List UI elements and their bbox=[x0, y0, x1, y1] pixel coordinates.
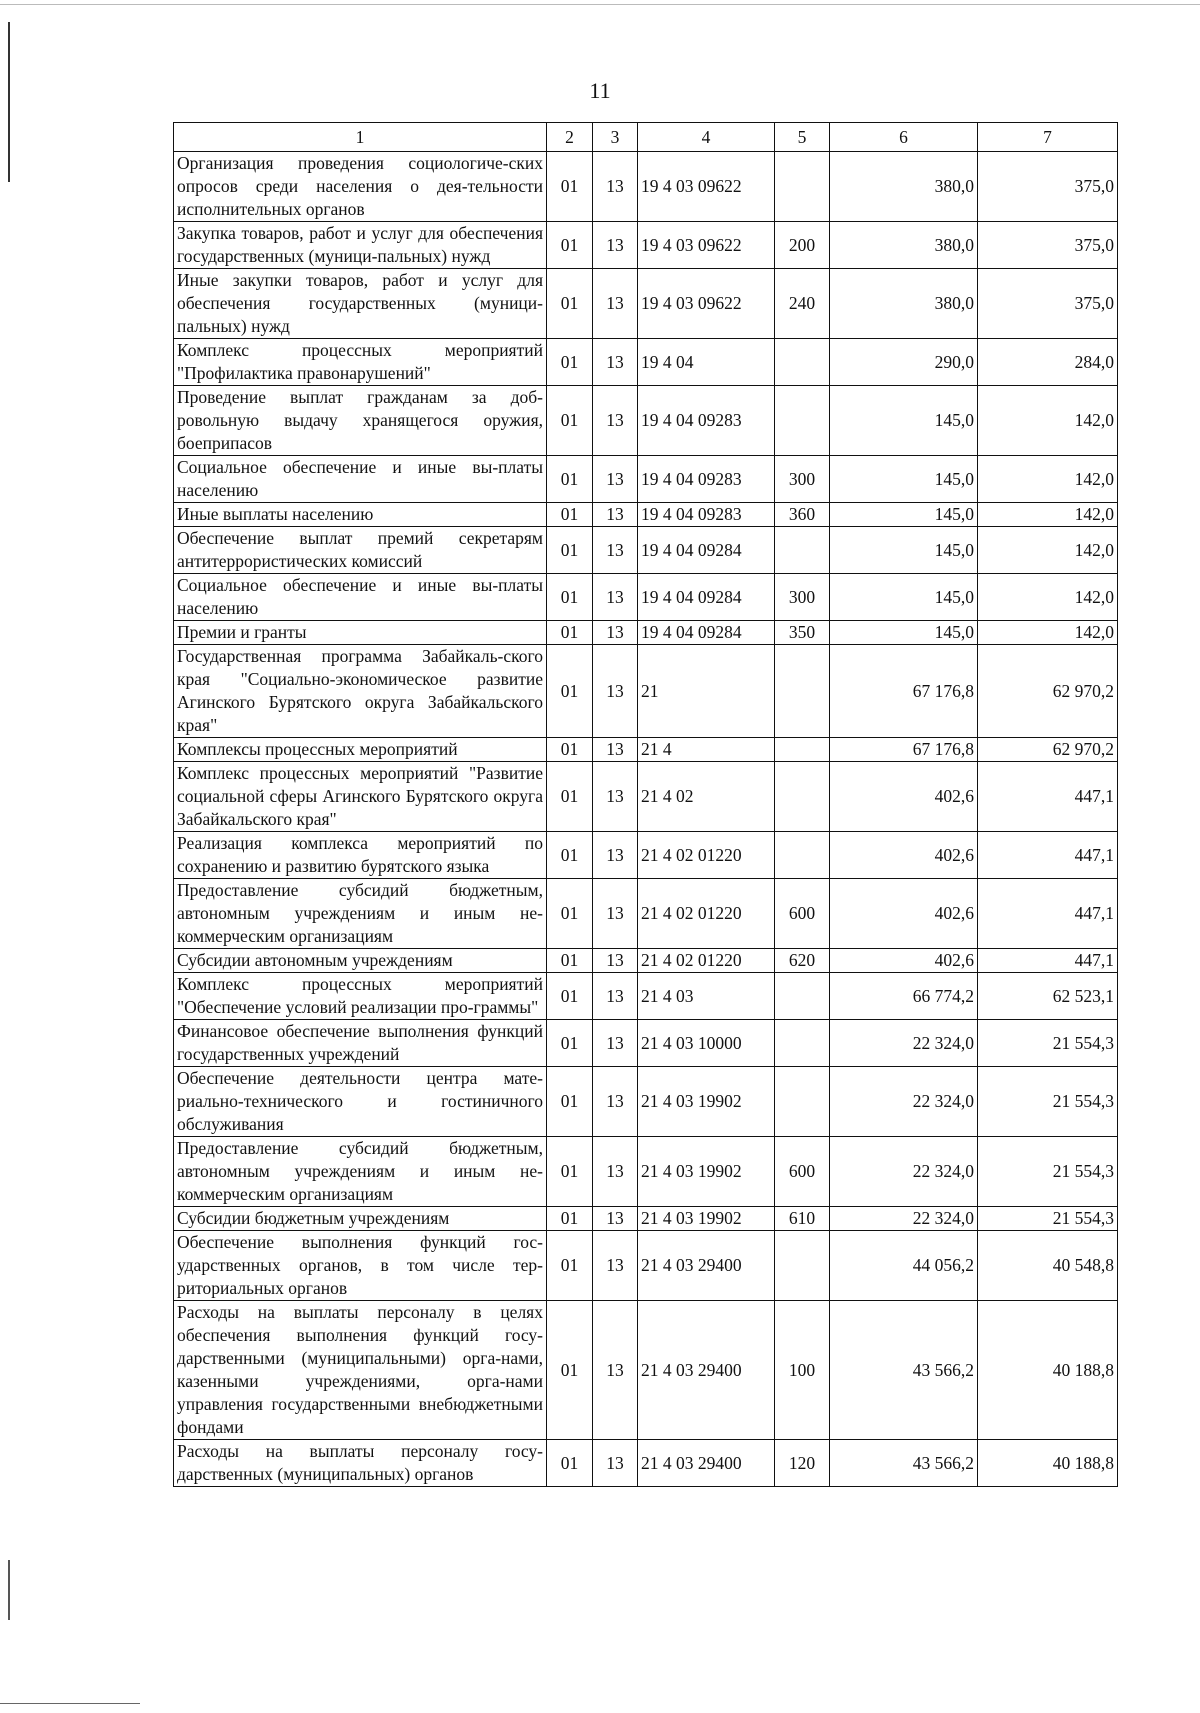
cell-expense-type bbox=[775, 645, 830, 738]
cell-name: Премии и гранты bbox=[174, 621, 547, 645]
table-row bbox=[174, 645, 1118, 738]
cell-section: 01 bbox=[547, 621, 593, 645]
table-row bbox=[174, 832, 1118, 879]
table-row bbox=[174, 386, 1118, 456]
cell-amount-2: 40 188,8 bbox=[978, 1440, 1118, 1487]
cell-amount-1: 22 324,0 bbox=[830, 1020, 978, 1067]
cell-amount-1: 380,0 bbox=[830, 152, 978, 222]
cell-target-code: 19 4 04 bbox=[638, 339, 775, 386]
table-row bbox=[174, 949, 1118, 973]
cell-name: Комплекс процессных мероприятий "Развитие социальной сферы Агинского Бурятского округа Забайкальского края" bbox=[174, 762, 547, 832]
cell-amount-2: 447,1 bbox=[978, 762, 1118, 832]
cell-section: 01 bbox=[547, 152, 593, 222]
cell-name: Предоставление субсидий бюджетным, автономным учреждениям и иным не-коммерческим организациям bbox=[174, 879, 547, 949]
cell-target-code: 19 4 04 09283 bbox=[638, 503, 775, 527]
cell-amount-2: 142,0 bbox=[978, 527, 1118, 574]
cell-amount-1: 402,6 bbox=[830, 949, 978, 973]
table-row bbox=[174, 879, 1118, 949]
cell-subsection: 13 bbox=[593, 762, 638, 832]
cell-amount-2: 142,0 bbox=[978, 574, 1118, 621]
cell-section: 01 bbox=[547, 762, 593, 832]
cell-target-code: 21 4 02 01220 bbox=[638, 949, 775, 973]
scan-margin-line-lower bbox=[8, 1560, 10, 1620]
cell-name: Реализация комплекса мероприятий по сохранению и развитию бурятского языка bbox=[174, 832, 547, 879]
cell-expense-type bbox=[775, 527, 830, 574]
cell-section: 01 bbox=[547, 222, 593, 269]
table-row bbox=[174, 738, 1118, 762]
cell-section: 01 bbox=[547, 879, 593, 949]
header-col-4: 4 bbox=[638, 123, 775, 152]
cell-target-code: 21 4 03 29400 bbox=[638, 1301, 775, 1440]
cell-amount-1: 43 566,2 bbox=[830, 1440, 978, 1487]
cell-amount-2: 21 554,3 bbox=[978, 1067, 1118, 1137]
cell-target-code: 21 4 02 01220 bbox=[638, 832, 775, 879]
cell-section: 01 bbox=[547, 832, 593, 879]
cell-subsection: 13 bbox=[593, 152, 638, 222]
cell-section: 01 bbox=[547, 1067, 593, 1137]
table-row bbox=[174, 1207, 1118, 1231]
cell-target-code: 19 4 04 09284 bbox=[638, 527, 775, 574]
cell-name: Комплекс процессных мероприятий "Профилактика правонарушений" bbox=[174, 339, 547, 386]
cell-amount-1: 22 324,0 bbox=[830, 1137, 978, 1207]
cell-section: 01 bbox=[547, 1231, 593, 1301]
cell-section: 01 bbox=[547, 527, 593, 574]
cell-amount-1: 402,6 bbox=[830, 879, 978, 949]
cell-amount-2: 447,1 bbox=[978, 949, 1118, 973]
cell-amount-1: 66 774,2 bbox=[830, 973, 978, 1020]
header-col-3: 3 bbox=[593, 123, 638, 152]
cell-expense-type bbox=[775, 339, 830, 386]
cell-expense-type: 610 bbox=[775, 1207, 830, 1231]
page-number: 11 bbox=[589, 78, 611, 103]
cell-name: Социальное обеспечение и иные вы-платы населению bbox=[174, 456, 547, 503]
cell-expense-type: 100 bbox=[775, 1301, 830, 1440]
cell-subsection: 13 bbox=[593, 574, 638, 621]
table-row bbox=[174, 456, 1118, 503]
table-row bbox=[174, 973, 1118, 1020]
cell-amount-2: 284,0 bbox=[978, 339, 1118, 386]
cell-target-code: 19 4 04 09283 bbox=[638, 386, 775, 456]
table-row bbox=[174, 339, 1118, 386]
cell-name: Закупка товаров, работ и услуг для обеспечения государственных (муници-пальных) нужд bbox=[174, 222, 547, 269]
cell-section: 01 bbox=[547, 339, 593, 386]
table-row bbox=[174, 1137, 1118, 1207]
cell-amount-2: 21 554,3 bbox=[978, 1020, 1118, 1067]
cell-name: Комплекс процессных мероприятий "Обеспечение условий реализации про-граммы" bbox=[174, 973, 547, 1020]
cell-name: Организация проведения социологиче-ских опросов среди населения о дея-тельности исполнительных органов bbox=[174, 152, 547, 222]
cell-name: Предоставление субсидий бюджетным, автономным учреждениям и иным не-коммерческим организациям bbox=[174, 1137, 547, 1207]
cell-subsection: 13 bbox=[593, 1067, 638, 1137]
cell-amount-2: 375,0 bbox=[978, 222, 1118, 269]
cell-subsection: 13 bbox=[593, 1137, 638, 1207]
cell-amount-1: 44 056,2 bbox=[830, 1231, 978, 1301]
cell-expense-type: 600 bbox=[775, 1137, 830, 1207]
cell-subsection: 13 bbox=[593, 621, 638, 645]
cell-name: Социальное обеспечение и иные вы-платы населению bbox=[174, 574, 547, 621]
cell-target-code: 21 4 02 01220 bbox=[638, 879, 775, 949]
cell-expense-type bbox=[775, 152, 830, 222]
cell-expense-type: 240 bbox=[775, 269, 830, 339]
table-row bbox=[174, 1067, 1118, 1137]
cell-expense-type bbox=[775, 1067, 830, 1137]
cell-amount-1: 67 176,8 bbox=[830, 738, 978, 762]
cell-section: 01 bbox=[547, 1137, 593, 1207]
cell-target-code: 21 4 03 19902 bbox=[638, 1137, 775, 1207]
cell-subsection: 13 bbox=[593, 973, 638, 1020]
header-col-2: 2 bbox=[547, 123, 593, 152]
cell-expense-type bbox=[775, 762, 830, 832]
cell-subsection: 13 bbox=[593, 339, 638, 386]
cell-target-code: 21 4 03 19902 bbox=[638, 1067, 775, 1137]
cell-amount-2: 40 188,8 bbox=[978, 1301, 1118, 1440]
cell-expense-type: 300 bbox=[775, 574, 830, 621]
cell-amount-2: 21 554,3 bbox=[978, 1207, 1118, 1231]
table-row bbox=[174, 1301, 1118, 1440]
cell-amount-1: 145,0 bbox=[830, 386, 978, 456]
cell-amount-1: 402,6 bbox=[830, 762, 978, 832]
cell-expense-type: 350 bbox=[775, 621, 830, 645]
cell-section: 01 bbox=[547, 386, 593, 456]
cell-amount-1: 43 566,2 bbox=[830, 1301, 978, 1440]
cell-expense-type bbox=[775, 1020, 830, 1067]
cell-amount-1: 402,6 bbox=[830, 832, 978, 879]
cell-section: 01 bbox=[547, 949, 593, 973]
table-header bbox=[174, 123, 1118, 152]
cell-subsection: 13 bbox=[593, 1207, 638, 1231]
table-row bbox=[174, 527, 1118, 574]
cell-section: 01 bbox=[547, 1020, 593, 1067]
cell-expense-type: 620 bbox=[775, 949, 830, 973]
cell-expense-type: 300 bbox=[775, 456, 830, 503]
cell-expense-type bbox=[775, 832, 830, 879]
header-col-5: 5 bbox=[775, 123, 830, 152]
table-row bbox=[174, 621, 1118, 645]
cell-name: Государственная программа Забайкаль-ского края "Социально-экономическое развитие Агинского Бурятского округа Забайкальского края" bbox=[174, 645, 547, 738]
cell-target-code: 19 4 04 09283 bbox=[638, 456, 775, 503]
cell-subsection: 13 bbox=[593, 503, 638, 527]
table-body bbox=[174, 152, 1118, 1487]
cell-name: Иные выплаты населению bbox=[174, 503, 547, 527]
cell-name: Обеспечение выполнения функций гос-ударственных органов, в том числе тер-риториальных органов bbox=[174, 1231, 547, 1301]
cell-target-code: 19 4 03 09622 bbox=[638, 222, 775, 269]
cell-amount-1: 145,0 bbox=[830, 527, 978, 574]
cell-name: Расходы на выплаты персоналу госу-дарственных (муниципальных) органов bbox=[174, 1440, 547, 1487]
cell-expense-type bbox=[775, 738, 830, 762]
cell-subsection: 13 bbox=[593, 527, 638, 574]
cell-target-code: 21 4 03 10000 bbox=[638, 1020, 775, 1067]
cell-amount-2: 447,1 bbox=[978, 879, 1118, 949]
cell-target-code: 21 4 03 19902 bbox=[638, 1207, 775, 1231]
cell-name: Комплексы процессных мероприятий bbox=[174, 738, 547, 762]
table-row bbox=[174, 152, 1118, 222]
cell-subsection: 13 bbox=[593, 949, 638, 973]
cell-subsection: 13 bbox=[593, 456, 638, 503]
cell-amount-2: 447,1 bbox=[978, 832, 1118, 879]
table-row bbox=[174, 222, 1118, 269]
cell-section: 01 bbox=[547, 574, 593, 621]
cell-amount-1: 67 176,8 bbox=[830, 645, 978, 738]
cell-subsection: 13 bbox=[593, 1440, 638, 1487]
table-row bbox=[174, 269, 1118, 339]
header-row bbox=[174, 123, 1118, 152]
header-col-7: 7 bbox=[978, 123, 1118, 152]
header-col-1: 1 bbox=[174, 123, 547, 152]
cell-section: 01 bbox=[547, 1207, 593, 1231]
cell-target-code: 21 4 bbox=[638, 738, 775, 762]
table-row bbox=[174, 1440, 1118, 1487]
cell-expense-type bbox=[775, 386, 830, 456]
cell-expense-type bbox=[775, 1231, 830, 1301]
header-col-6: 6 bbox=[830, 123, 978, 152]
cell-subsection: 13 bbox=[593, 1301, 638, 1440]
cell-target-code: 21 4 03 bbox=[638, 973, 775, 1020]
table-row bbox=[174, 762, 1118, 832]
cell-amount-2: 375,0 bbox=[978, 269, 1118, 339]
cell-amount-2: 142,0 bbox=[978, 621, 1118, 645]
cell-target-code: 21 4 03 29400 bbox=[638, 1231, 775, 1301]
cell-amount-2: 142,0 bbox=[978, 503, 1118, 527]
cell-target-code: 21 4 03 29400 bbox=[638, 1440, 775, 1487]
cell-amount-1: 290,0 bbox=[830, 339, 978, 386]
cell-section: 01 bbox=[547, 645, 593, 738]
cell-name: Субсидии автономным учреждениям bbox=[174, 949, 547, 973]
cell-amount-2: 375,0 bbox=[978, 152, 1118, 222]
cell-section: 01 bbox=[547, 973, 593, 1020]
cell-subsection: 13 bbox=[593, 269, 638, 339]
cell-amount-1: 380,0 bbox=[830, 269, 978, 339]
cell-subsection: 13 bbox=[593, 738, 638, 762]
cell-subsection: 13 bbox=[593, 386, 638, 456]
cell-expense-type: 200 bbox=[775, 222, 830, 269]
cell-name: Финансовое обеспечение выполнения функций государственных учреждений bbox=[174, 1020, 547, 1067]
table-row bbox=[174, 503, 1118, 527]
cell-subsection: 13 bbox=[593, 222, 638, 269]
cell-name: Обеспечение выплат премий секретарям антитеррористических комиссий bbox=[174, 527, 547, 574]
cell-amount-1: 145,0 bbox=[830, 621, 978, 645]
cell-name: Проведение выплат гражданам за доб-ровольную выдачу хранящегося оружия, боеприпасов bbox=[174, 386, 547, 456]
cell-section: 01 bbox=[547, 269, 593, 339]
table-row bbox=[174, 1020, 1118, 1067]
cell-subsection: 13 bbox=[593, 879, 638, 949]
cell-amount-1: 145,0 bbox=[830, 456, 978, 503]
cell-name: Обеспечение деятельности центра мате-риально-технического и гостиничного обслуживания bbox=[174, 1067, 547, 1137]
cell-section: 01 bbox=[547, 456, 593, 503]
cell-subsection: 13 bbox=[593, 1231, 638, 1301]
cell-section: 01 bbox=[547, 1440, 593, 1487]
cell-amount-1: 145,0 bbox=[830, 574, 978, 621]
cell-name: Иные закупки товаров, работ и услуг для обеспечения государственных (муници-пальных) нужд bbox=[174, 269, 547, 339]
budget-table bbox=[173, 122, 1118, 1487]
cell-amount-2: 62 970,2 bbox=[978, 645, 1118, 738]
cell-target-code: 19 4 04 09284 bbox=[638, 621, 775, 645]
cell-expense-type: 360 bbox=[775, 503, 830, 527]
cell-subsection: 13 bbox=[593, 645, 638, 738]
cell-name: Расходы на выплаты персоналу в целях обеспечения выполнения функций госу-дарственными (муниципальными) орга-нами, казенными учреждениями, орга-нами управления государственными внебюджетными фондами bbox=[174, 1301, 547, 1440]
cell-amount-2: 62 970,2 bbox=[978, 738, 1118, 762]
scan-edge-bottom bbox=[0, 1703, 140, 1704]
cell-amount-2: 40 548,8 bbox=[978, 1231, 1118, 1301]
cell-subsection: 13 bbox=[593, 1020, 638, 1067]
table-row bbox=[174, 1231, 1118, 1301]
cell-amount-2: 142,0 bbox=[978, 386, 1118, 456]
cell-subsection: 13 bbox=[593, 832, 638, 879]
cell-amount-1: 22 324,0 bbox=[830, 1067, 978, 1137]
cell-expense-type: 600 bbox=[775, 879, 830, 949]
cell-target-code: 21 bbox=[638, 645, 775, 738]
cell-target-code: 19 4 03 09622 bbox=[638, 152, 775, 222]
cell-expense-type: 120 bbox=[775, 1440, 830, 1487]
cell-name: Субсидии бюджетным учреждениям bbox=[174, 1207, 547, 1231]
cell-amount-1: 22 324,0 bbox=[830, 1207, 978, 1231]
scan-edge-top bbox=[0, 4, 1200, 5]
table-row bbox=[174, 574, 1118, 621]
cell-target-code: 19 4 03 09622 bbox=[638, 269, 775, 339]
cell-amount-1: 145,0 bbox=[830, 503, 978, 527]
cell-target-code: 21 4 02 bbox=[638, 762, 775, 832]
cell-amount-1: 380,0 bbox=[830, 222, 978, 269]
cell-section: 01 bbox=[547, 738, 593, 762]
cell-amount-2: 21 554,3 bbox=[978, 1137, 1118, 1207]
cell-target-code: 19 4 04 09284 bbox=[638, 574, 775, 621]
cell-amount-2: 142,0 bbox=[978, 456, 1118, 503]
cell-section: 01 bbox=[547, 1301, 593, 1440]
cell-amount-2: 62 523,1 bbox=[978, 973, 1118, 1020]
cell-expense-type bbox=[775, 973, 830, 1020]
cell-section: 01 bbox=[547, 503, 593, 527]
